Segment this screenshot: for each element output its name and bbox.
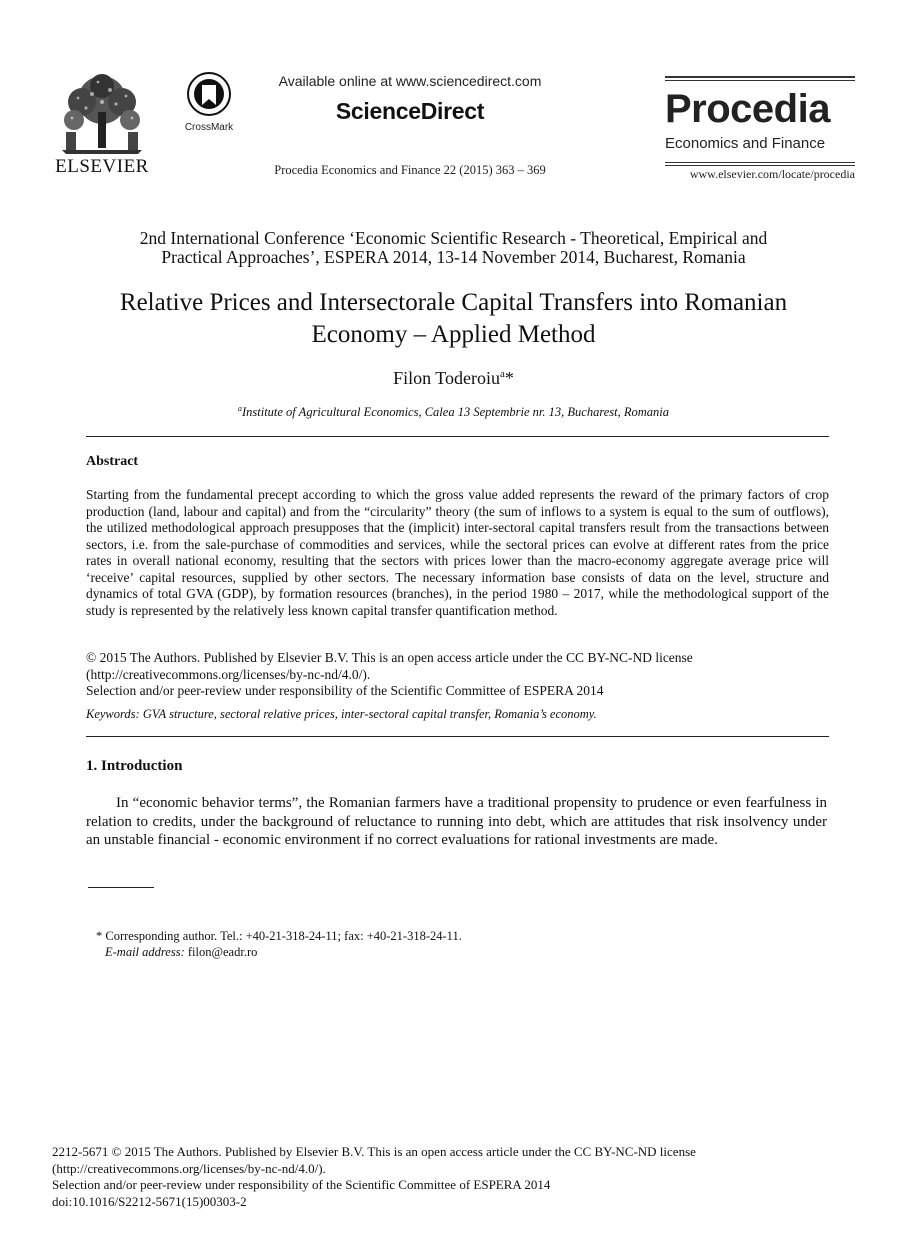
footer-license: 2212-5671 © 2015 The Authors. Published by Elsevier B.V. This is an open access article under the CC BY-NC-ND license (52, 1144, 696, 1159)
section-divider (86, 736, 829, 737)
license-block (86, 650, 829, 700)
footer-peer-review: Selection and/or peer-review under responsibility of the Scientific Committee of ESPERA 2014 (52, 1177, 551, 1192)
brand-rule (665, 80, 855, 81)
doi[interactable]: doi:10.1016/S2212-5671(15)00303-2 (52, 1193, 247, 1209)
introduction-heading: 1. Introduction (86, 758, 183, 774)
license-text: © 2015 The Authors. Published by Elsevier B.V. This is an open access article under the CC BY-NC-ND license (86, 650, 693, 665)
affiliation-mark: a (237, 404, 242, 413)
elsevier-tree-icon (52, 72, 152, 156)
conference-line: 2nd International Conference ‘Economic Scientific Research - Theoretical, Empirical and (139, 228, 768, 248)
footnote (96, 928, 462, 960)
procedia-logo: Procedia (665, 87, 830, 131)
brand-rule (665, 76, 855, 78)
available-online-text: Available online at www.sciencedirect.com (278, 73, 542, 89)
procedia-brand (665, 76, 855, 182)
page-footer (52, 1144, 852, 1210)
author-affiliation-mark: a (500, 368, 505, 380)
title-line: Relative Prices and Intersectorale Capital Transfers into Romanian (119, 289, 788, 316)
sciencedirect-logo[interactable]: ScienceDirect (335, 98, 485, 124)
keywords: Keywords: GVA structure, sectoral relative prices, inter-sectoral capital transfer, Romania’s economy. (86, 707, 597, 721)
peer-review-text: Selection and/or peer-review under responsibility of the Scientific Committee of ESPERA 2014 (86, 683, 604, 698)
title-line: Economy – Applied Method (311, 321, 596, 348)
brand-rule (665, 162, 855, 163)
procedia-subtitle: Economics and Finance (665, 135, 826, 152)
conference-line: Practical Approaches’, ESPERA 2014, 13-14 November 2014, Bucharest, Romania (161, 247, 746, 267)
abstract-heading: Abstract (86, 454, 139, 469)
introduction-paragraph: In “economic behavior terms”, the Romanian farmers have a traditional propensity to prudence or even fearfulness in relation to credits, under the background of reluctance to running into debt, which are attitudes that risk insolvency under an unstable financial - economic environment if no correct evaluations for rational investments are made. (86, 795, 827, 848)
author-line (60, 368, 847, 389)
journal-reference: Procedia Economics and Finance 22 (2015) 363 – 369 (274, 163, 546, 177)
license-link[interactable]: (http://creativecommons.org/licenses/by-nc-nd/4.0/). (86, 666, 371, 682)
author-name: Filon Toderoiu (393, 368, 501, 388)
footnote-divider (88, 887, 154, 888)
elsevier-wordmark: ELSEVIER (55, 156, 149, 177)
crossmark-badge[interactable] (178, 72, 240, 136)
journal-url-link[interactable]: www.elsevier.com/locate/procedia (665, 165, 855, 182)
corresponding-author-note: * Corresponding author. Tel.: +40-21-318-24-11; fax: +40-21-318-24-11. (96, 929, 462, 943)
footer-license-link[interactable]: (http://creativecommons.org/licenses/by-nc-nd/4.0/). (52, 1160, 326, 1176)
affiliation-text: Institute of Agricultural Economics, Calea 13 Septembrie nr. 13, Bucharest, Romania (241, 405, 670, 420)
affiliation (60, 404, 847, 420)
elsevier-logo (52, 72, 152, 180)
email-label: E-mail address: (105, 945, 185, 959)
section-divider (86, 436, 829, 437)
corresponding-star: * (504, 368, 514, 388)
abstract-text: Starting from the fundamental precept according to which the gross value added represents the reward of the primary factors of crop production (land, labour and capital) and from the “circularity” theory (the sum of inflows to a system is equal to the sum of outflows), the utilized methodological approach presupposes that the (implicit) inter-sectoral capital transfers result from the transactions between sectors, i.e. from the sale-purchase of commodities and services, while the sectoral prices can evolve at different rates from the price rates in overall national economy, resulting that the sectors with prices lower than the macro-economy aggregate average price will ‘receive’ capital resources, supplied by other sectors. The necessary information base consists of data on the level, structure and dynamics of total GVA (GDP), by formation resources (branches), in the period 1980 – 2017, while the methodological support of the study is represented by the relatively less known capital transfer quantification method. (86, 487, 829, 618)
crossmark-label: CrossMark (184, 122, 234, 133)
crossmark-icon (187, 72, 231, 116)
conference-info (60, 229, 847, 267)
email-address[interactable]: filon@eadr.ro (187, 945, 258, 959)
paper-title (60, 287, 847, 351)
